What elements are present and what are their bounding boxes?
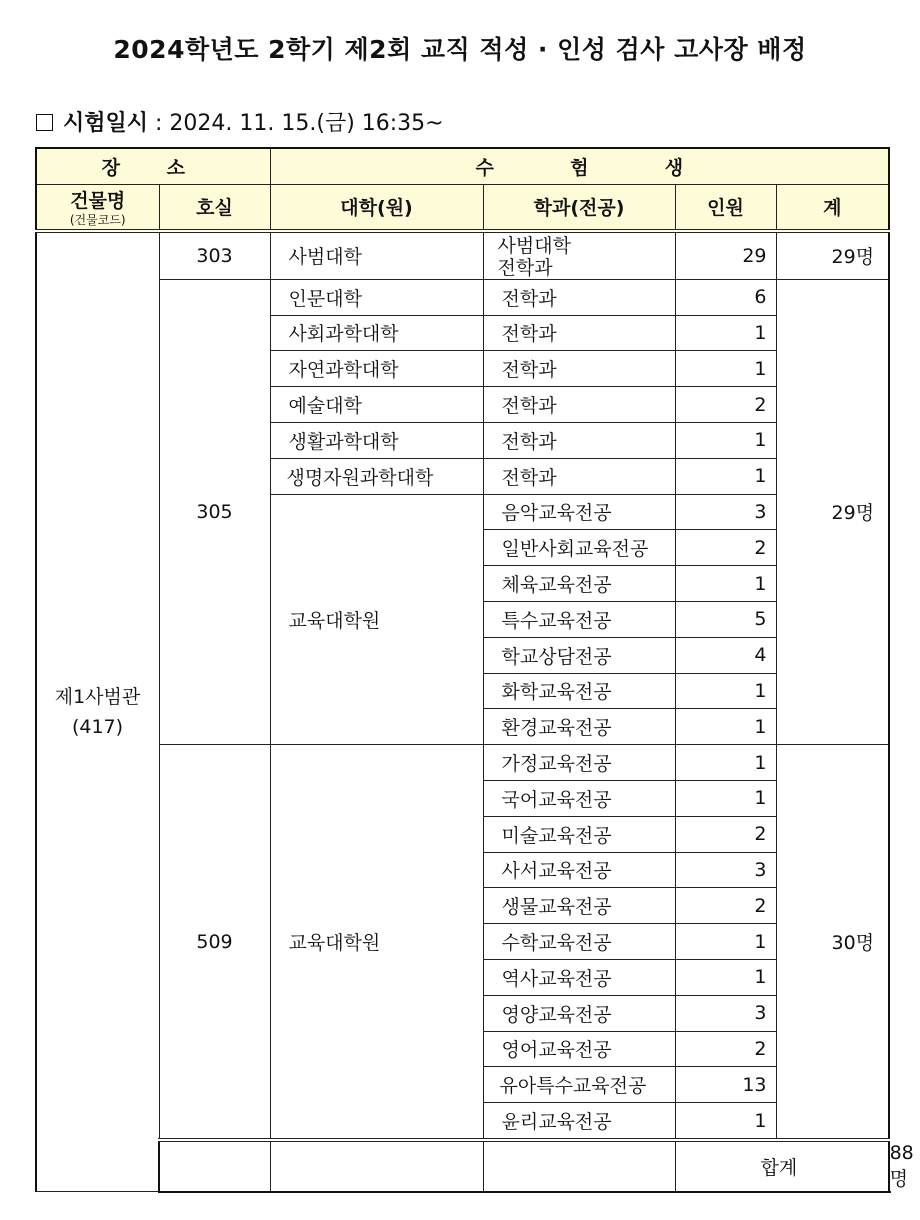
count-cell: 2 [675,387,776,423]
subtotal-cell: 29명 [776,279,889,744]
count-cell: 1 [675,924,776,960]
department-cell: 영어교육전공 [483,1031,675,1067]
room-cell: 305 [159,279,270,744]
count-cell: 1 [675,709,776,745]
table-row [36,231,889,280]
department-cell: 미술교육전공 [483,816,675,852]
department-cell: 학교상담전공 [483,637,675,673]
empty-cell [270,1140,483,1192]
exam-date-label: 시험일시 [63,111,149,136]
department-cell: 화학교육전공 [483,673,675,709]
count-cell: 6 [675,279,776,315]
count-cell: 1 [675,315,776,351]
empty-cell [483,1140,675,1192]
college-cell: 자연과학대학 [270,351,483,387]
exam-date-line: 시험일시 : 2024. 11. 15.(금) 16:35~ [36,106,444,137]
count-cell: 4 [675,637,776,673]
count-cell: 13 [675,1067,776,1103]
college-cell: 교육대학원 [270,494,483,745]
count-cell: 3 [675,494,776,530]
college-cell: 인문대학 [270,279,483,315]
department-cell: 일반사회교육전공 [483,530,675,566]
count-cell: 2 [675,816,776,852]
count-cell: 1 [675,1103,776,1140]
count-cell: 1 [675,745,776,781]
college-cell: 생활과학대학 [270,422,483,458]
department-line: 사범대학 [497,234,571,257]
department-cell: 특수교육전공 [483,601,675,637]
count-cell: 1 [675,780,776,816]
header-subtotal: 계 [776,184,889,231]
checkbox-square-icon [36,114,53,131]
building-code: (417) [71,716,124,739]
count-cell: 3 [675,995,776,1031]
header-department: 학과(전공) [483,184,675,231]
count-cell: 1 [675,566,776,602]
department-cell: 유아특수교육전공 [483,1067,675,1103]
department-cell: 역사교육전공 [483,959,675,995]
department-cell: 전학과 [483,279,675,315]
count-cell: 1 [675,673,776,709]
count-cell: 5 [675,601,776,637]
college-cell: 예술대학 [270,387,483,423]
header-building-label: 건물명 [70,190,126,213]
room-cell: 303 [159,231,270,280]
department-cell: 전학과 [483,351,675,387]
department-cell: 전학과 [483,458,675,494]
page-title: 2024학년도 2학기 제2회 교직 적성 · 인성 검사 고사장 배정 [113,35,807,64]
room-assignment-table [35,147,914,1193]
college-cell: 사회과학대학 [270,315,483,351]
count-cell: 1 [675,458,776,494]
table-row [36,745,889,781]
subtotal-cell: 30명 [776,745,889,1140]
count-cell: 2 [675,888,776,924]
count-cell: 3 [675,852,776,888]
count-cell: 1 [675,959,776,995]
grand-total-row: 합계 88명 [36,1140,889,1192]
department-cell: 전학과 [483,422,675,458]
department-cell: 윤리교육전공 [483,1103,675,1140]
department-cell: 전학과 [483,315,675,351]
header-room: 호실 [159,184,270,231]
department-cell: 국어교육전공 [483,780,675,816]
department-cell: 가정교육전공 [483,745,675,781]
building-cell [36,231,159,1192]
department-line: 전학과 [497,256,553,279]
header-examinees: 수 험 생 [270,148,889,184]
header-building-code-label: (건물코드) [69,213,126,228]
count-cell: 2 [675,530,776,566]
count-cell: 29 [675,231,776,280]
header-college: 대학(원) [270,184,483,231]
subtotal-cell: 29명 [776,231,889,280]
table-row [36,279,889,315]
department-cell: 전학과 [483,387,675,423]
department-cell: 음악교육전공 [483,494,675,530]
empty-cell [159,1140,270,1192]
room-cell: 509 [159,745,270,1140]
department-cell: 환경교육전공 [483,709,675,745]
department-cell [483,231,675,280]
college-cell: 교육대학원 [270,745,483,1140]
department-cell: 체육교육전공 [483,566,675,602]
building-name: 제1사범관 [54,686,141,709]
department-cell: 사서교육전공 [483,852,675,888]
grand-total-label: 합계 [675,1140,889,1192]
department-cell: 생물교육전공 [483,888,675,924]
college-cell: 사범대학 [270,231,483,280]
header-place: 장 소 [36,148,270,184]
header-count: 인원 [675,184,776,231]
department-cell: 영양교육전공 [483,995,675,1031]
department-cell: 수학교육전공 [483,924,675,960]
count-cell: 2 [675,1031,776,1067]
college-cell: 생명자원과학대학 [270,458,483,494]
count-cell: 1 [675,422,776,458]
header-building [36,184,159,231]
exam-date-value: 2024. 11. 15.(금) 16:35~ [169,111,444,136]
count-cell: 1 [675,351,776,387]
